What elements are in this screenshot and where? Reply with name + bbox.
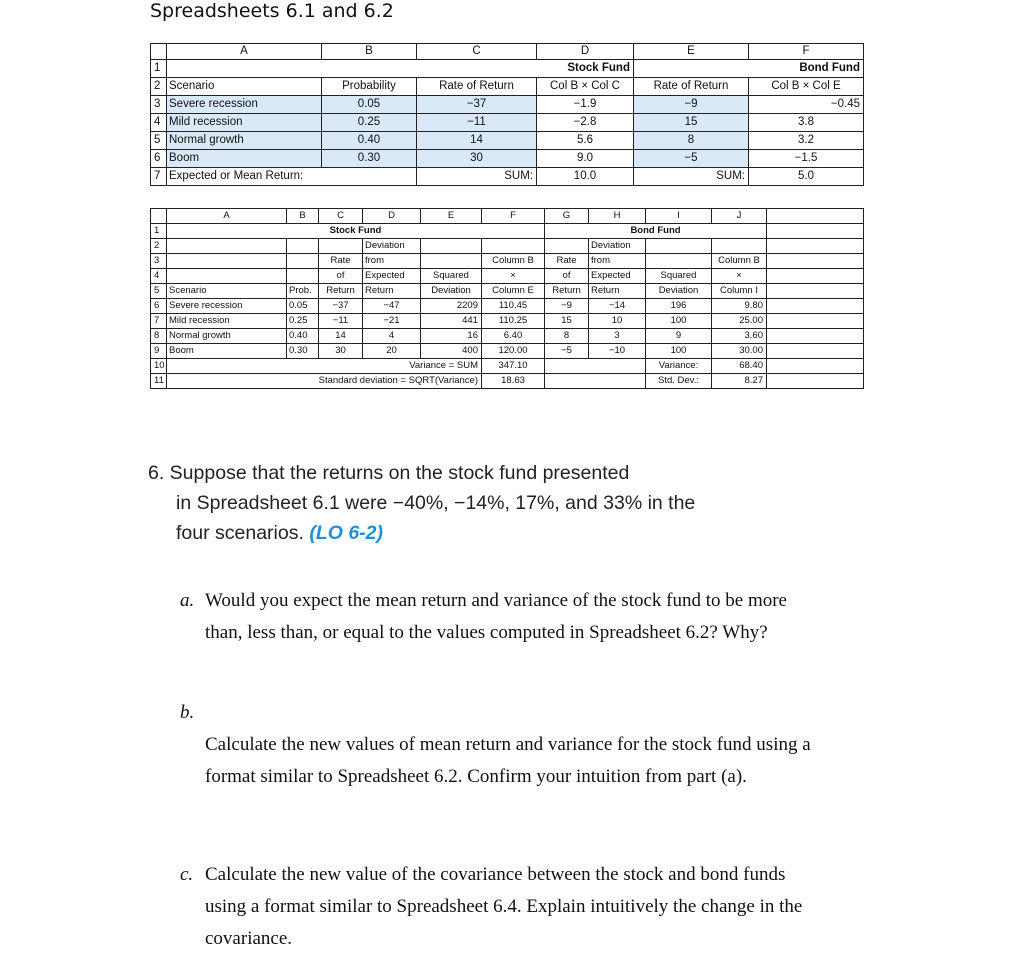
col-header-d: D — [363, 209, 421, 224]
part-c — [180, 859, 820, 955]
cell: 3.60 — [712, 329, 767, 344]
cell: −1.9 — [537, 96, 634, 114]
question-line-2: in Spreadsheet 6.1 were −40%, −14%, 17%, and 33% in the — [176, 492, 696, 514]
cell: 10 — [589, 314, 646, 329]
cell: 9.80 — [712, 299, 767, 314]
cell: −37 — [417, 96, 537, 114]
cell: from — [363, 254, 421, 269]
stock-fund-header: Stock Fund — [167, 224, 545, 239]
table-row — [151, 344, 864, 359]
cell: Return — [363, 284, 421, 299]
cell: −0.45 — [749, 96, 864, 114]
col-header-b: B — [287, 209, 319, 224]
cell: 400 — [421, 344, 482, 359]
row-number: 6 — [151, 299, 167, 314]
cell: Mild recession — [167, 314, 287, 329]
cell: 0.05 — [322, 96, 417, 114]
cell: 0.40 — [287, 329, 319, 344]
cell: 3.2 — [749, 132, 864, 150]
bond-fund-header: Bond Fund — [634, 60, 864, 78]
cell: Boom — [167, 344, 287, 359]
row-number: 5 — [151, 284, 167, 299]
cell: 4 — [363, 329, 421, 344]
cell: 120.00 — [482, 344, 545, 359]
table-row — [151, 60, 864, 78]
question-6 — [148, 458, 798, 548]
cell: Normal growth — [167, 132, 322, 150]
table-row — [151, 284, 864, 299]
col-header-b: B — [322, 44, 417, 60]
table-row — [151, 314, 864, 329]
row-number: 5 — [151, 132, 167, 150]
cell: Col B × Col C — [537, 78, 634, 96]
cell: Deviation — [421, 284, 482, 299]
part-a — [180, 585, 820, 649]
stock-variance: 347.10 — [482, 359, 545, 374]
cell: Mild recession — [167, 114, 322, 132]
cell: × — [482, 269, 545, 284]
question-line-1: 6. Suppose that the returns on the stock fund presented — [148, 462, 630, 484]
row-number: 9 — [151, 344, 167, 359]
cell: −5 — [545, 344, 589, 359]
table-row — [151, 239, 864, 254]
cell: Boom — [167, 150, 322, 168]
cell: −21 — [363, 314, 421, 329]
cell: 2209 — [421, 299, 482, 314]
std-dev-label: Standard deviation = SQRT(Variance) — [167, 374, 482, 389]
col-header-e: E — [634, 44, 749, 60]
cell: −1.5 — [749, 150, 864, 168]
stock-mean-return: 10.0 — [537, 168, 634, 186]
cell: 0.40 — [322, 132, 417, 150]
cell: 441 — [421, 314, 482, 329]
cell: −9 — [545, 299, 589, 314]
cell: 0.25 — [287, 314, 319, 329]
cell: −14 — [589, 299, 646, 314]
cell: 9.0 — [537, 150, 634, 168]
part-a-text: Would you expect the mean return and variance of the stock fund to be more than, less than, or equal to the values computed in Spreadsheet 6.2? Why? — [205, 590, 787, 643]
cell: Return — [545, 284, 589, 299]
cell: of — [319, 269, 363, 284]
col-header-d: D — [537, 44, 634, 60]
part-b-letter: b. — [180, 702, 195, 723]
cell: Expected — [363, 269, 421, 284]
cell: 6.40 — [482, 329, 545, 344]
cell: −11 — [417, 114, 537, 132]
cell: from — [589, 254, 646, 269]
cell: Scenario — [167, 284, 287, 299]
cell: Column E — [482, 284, 545, 299]
cell: Rate of Return — [634, 78, 749, 96]
bond-std-dev-label: Std. Dev.: — [646, 374, 712, 389]
cell: −47 — [363, 299, 421, 314]
cell: −11 — [319, 314, 363, 329]
cell: 110.25 — [482, 314, 545, 329]
cell: Normal growth — [167, 329, 287, 344]
cell: 15 — [634, 114, 749, 132]
bond-mean-return: 5.0 — [749, 168, 864, 186]
cell: Probability — [322, 78, 417, 96]
stock-std-dev: 18.63 — [482, 374, 545, 389]
spreadsheet-6-1 — [150, 43, 864, 186]
bond-std-dev: 8.27 — [712, 374, 767, 389]
table-row — [151, 269, 864, 284]
col-header-c: C — [417, 44, 537, 60]
table-row — [151, 254, 864, 269]
cell: 100 — [646, 314, 712, 329]
row-number: 1 — [151, 60, 167, 78]
row-number: 7 — [151, 168, 167, 186]
table-row — [151, 114, 864, 132]
cell: 8 — [545, 329, 589, 344]
cell: Rate — [319, 254, 363, 269]
cell: 110.45 — [482, 299, 545, 314]
cell: 0.30 — [287, 344, 319, 359]
cell: 30 — [417, 150, 537, 168]
blank-cell — [767, 209, 864, 224]
table-row — [151, 299, 864, 314]
cell: Prob. — [287, 284, 319, 299]
question-line-3 — [148, 518, 798, 548]
part-a-letter: a. — [180, 590, 195, 611]
col-header-h: H — [589, 209, 646, 224]
cell: −5 — [634, 150, 749, 168]
table-row — [151, 329, 864, 344]
cell: Scenario — [167, 78, 322, 96]
cell: 30.00 — [712, 344, 767, 359]
row-number: 10 — [151, 359, 167, 374]
row-number: 7 — [151, 314, 167, 329]
table-row — [151, 78, 864, 96]
cell: Col B × Col E — [749, 78, 864, 96]
part-c-letter: c. — [180, 864, 194, 885]
cell: 14 — [417, 132, 537, 150]
row-number: 8 — [151, 329, 167, 344]
row-number: 6 — [151, 150, 167, 168]
blank-cell — [767, 224, 864, 239]
table-row — [151, 96, 864, 114]
learning-objective: (LO 6-2) — [309, 522, 383, 544]
sum-label: SUM: — [634, 168, 749, 186]
row-number: 11 — [151, 374, 167, 389]
table-row — [151, 132, 864, 150]
col-header-a: A — [167, 44, 322, 60]
cell: 9 — [646, 329, 712, 344]
col-header-g: G — [545, 209, 589, 224]
table-row — [151, 168, 864, 186]
cell: Severe recession — [167, 96, 322, 114]
cell: 5.6 — [537, 132, 634, 150]
col-header-c: C — [319, 209, 363, 224]
bond-fund-header: Bond Fund — [545, 224, 767, 239]
part-b — [180, 702, 820, 793]
page-title: Spreadsheets 6.1 and 6.2 — [150, 0, 394, 22]
table-row — [151, 224, 864, 239]
cell: 8 — [634, 132, 749, 150]
cell: −9 — [634, 96, 749, 114]
row-number: 2 — [151, 78, 167, 96]
spreadsheet-6-2 — [150, 208, 864, 389]
col-header-a: A — [167, 209, 287, 224]
table-row — [151, 374, 864, 389]
cell: Deviation — [646, 284, 712, 299]
cell: 30 — [319, 344, 363, 359]
cell: × — [712, 269, 767, 284]
cell: 3.8 — [749, 114, 864, 132]
cell: 100 — [646, 344, 712, 359]
cell: −37 — [319, 299, 363, 314]
cell: 0.25 — [322, 114, 417, 132]
row-number: 4 — [151, 114, 167, 132]
mean-return-label: Expected or Mean Return: — [167, 168, 417, 186]
bond-variance: 68.40 — [712, 359, 767, 374]
cell: Squared — [421, 269, 482, 284]
col-header-i: I — [646, 209, 712, 224]
question-line-3-text: four scenarios. — [176, 522, 304, 544]
row-number: 1 — [151, 224, 167, 239]
cell: Rate of Return — [417, 78, 537, 96]
cell: 0.30 — [322, 150, 417, 168]
row-number: 3 — [151, 96, 167, 114]
cell: Rate — [545, 254, 589, 269]
cell: Column I — [712, 284, 767, 299]
cell: −2.8 — [537, 114, 634, 132]
cell: Column B — [712, 254, 767, 269]
col-header-j: J — [712, 209, 767, 224]
corner-cell — [151, 209, 167, 224]
table-row — [151, 359, 864, 374]
cell: Deviation — [589, 239, 646, 254]
cell: 25.00 — [712, 314, 767, 329]
table-row — [151, 150, 864, 168]
sum-label: SUM: — [417, 168, 537, 186]
part-c-text: Calculate the new value of the covariance between the stock and bond funds using a format similar to Spreadsheet 6.4. Explain intuitively the change in the covariance. — [205, 864, 803, 949]
corner-cell — [151, 44, 167, 60]
row-number: 2 — [151, 239, 167, 254]
column-header-row — [151, 44, 864, 60]
cell: Return — [319, 284, 363, 299]
cell: 3 — [589, 329, 646, 344]
cell: 16 — [421, 329, 482, 344]
part-b-text: Calculate the new values of mean return and variance for the stock fund using a format similar to Spreadsheet 6.2. Confirm your intuition from part (a). — [205, 734, 811, 787]
col-header-f: F — [749, 44, 864, 60]
col-header-e: E — [421, 209, 482, 224]
col-header-f: F — [482, 209, 545, 224]
row-number: 3 — [151, 254, 167, 269]
row-number: 4 — [151, 269, 167, 284]
bond-variance-label: Variance: — [646, 359, 712, 374]
cell: 14 — [319, 329, 363, 344]
cell: 15 — [545, 314, 589, 329]
cell: Expected — [589, 269, 646, 284]
cell: Column B — [482, 254, 545, 269]
cell: of — [545, 269, 589, 284]
cell: 20 — [363, 344, 421, 359]
cell: Squared — [646, 269, 712, 284]
column-header-row — [151, 209, 864, 224]
cell: Deviation — [363, 239, 421, 254]
variance-label: Variance = SUM — [167, 359, 482, 374]
cell: 196 — [646, 299, 712, 314]
cell: Return — [589, 284, 646, 299]
cell: Severe recession — [167, 299, 287, 314]
cell: −10 — [589, 344, 646, 359]
cell: 0.05 — [287, 299, 319, 314]
stock-fund-header: Stock Fund — [167, 60, 634, 78]
